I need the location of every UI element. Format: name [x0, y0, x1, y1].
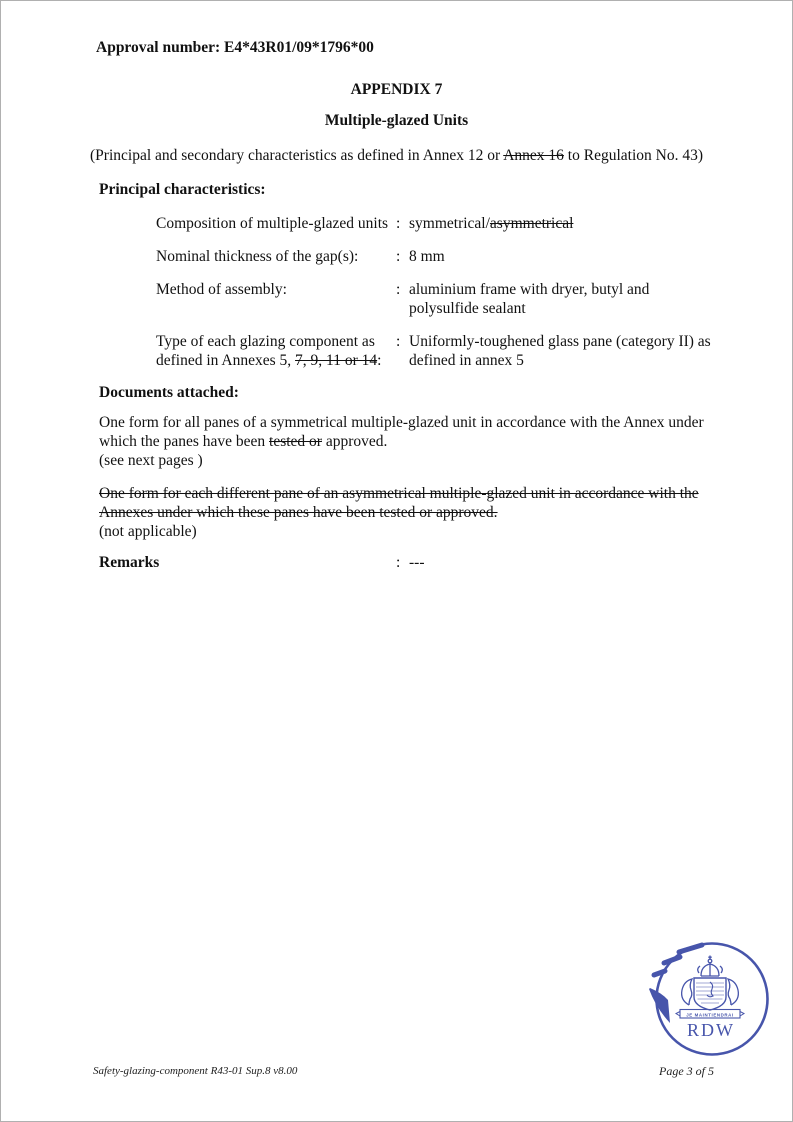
- table-row-composition: [156, 214, 728, 233]
- page-title: Multiple-glazed Units: [324, 112, 469, 129]
- struck-label: 7, 9, 11 or 14: [295, 352, 378, 369]
- see-next-pages-note: (see next pages ): [99, 452, 203, 469]
- row-value: 8 mm: [409, 248, 445, 265]
- table-row-assembly: [156, 280, 728, 318]
- rdw-stamp: [649, 931, 779, 1059]
- documents-attached-heading: Documents attached:: [99, 384, 239, 401]
- remarks-value: ---: [409, 554, 425, 571]
- remarks-label: Remarks: [99, 554, 160, 571]
- motto-text: JE MAINTIENDRAI: [686, 1012, 734, 1018]
- documents-paragraph-asymmetrical: [99, 484, 705, 541]
- subtitle-pre: (Principal and secondary characteristics as defined in Annex 12 or: [90, 147, 504, 164]
- struck-paragraph-line2: Annexes under which these panes have been tested or approved.: [99, 504, 498, 521]
- approval-number: Approval number: E4*43R01/09*1796*00: [96, 39, 374, 56]
- table-row-glazing-type: [156, 332, 728, 370]
- row-colon: :: [396, 281, 401, 298]
- row-colon: :: [396, 215, 401, 232]
- subtitle-struck: Annex 16: [503, 147, 564, 164]
- remarks-row: [99, 553, 705, 572]
- documents-paragraph-symmetrical: One form for all panes of a symmetrical multiple-glazed unit in accordance with the Annex under which the panes have been tested or approved. (see next pages ): [99, 414, 704, 469]
- remarks-colon: :: [396, 554, 401, 571]
- characteristics-table: [156, 214, 728, 384]
- row-label: Nominal thickness of the gap(s):: [156, 248, 359, 265]
- struck-text: tested or: [269, 433, 322, 450]
- appendix-heading: APPENDIX 7: [350, 81, 443, 98]
- shield-icon: [694, 978, 726, 1010]
- rdw-text: RDW: [687, 1020, 735, 1040]
- struck-value: asymmetrical: [489, 215, 574, 232]
- stamp-dashes-icon: [654, 945, 702, 975]
- row-label: Composition of multiple-glazed units: [156, 215, 389, 232]
- struck-paragraph-line1: One form for each different pane of an asymmetrical multiple-glazed unit in accordance with the: [99, 485, 699, 502]
- footer-document-reference: Safety-glazing-component R43-01 Sup.8 v8.00: [93, 1065, 298, 1077]
- subtitle-post: to Regulation No. 43): [563, 147, 703, 164]
- row-value: symmetrical/asymmetrical: [409, 215, 574, 232]
- not-applicable-note: (not applicable): [99, 523, 197, 540]
- row-value: Uniformly-toughened glass pane (category II) as defined in annex 5: [409, 333, 711, 369]
- row-colon: :: [396, 333, 401, 350]
- row-label: Method of assembly:: [156, 281, 287, 298]
- row-label: Type of each glazing component as defined in Annexes 5, 7, 9, 11 or 14:: [156, 333, 382, 369]
- rdw-stamp-graphic: [649, 931, 779, 1059]
- row-colon: :: [396, 248, 401, 265]
- crown-icon: [698, 956, 723, 977]
- subtitle: [1, 146, 792, 165]
- footer-page-number: Page 3 of 5: [659, 1064, 714, 1078]
- row-value: aluminium frame with dryer, butyl and polysulfide sealant: [409, 281, 650, 317]
- table-row-gap-thickness: [156, 247, 728, 266]
- principal-characteristics-heading: Principal characteristics:: [99, 181, 266, 198]
